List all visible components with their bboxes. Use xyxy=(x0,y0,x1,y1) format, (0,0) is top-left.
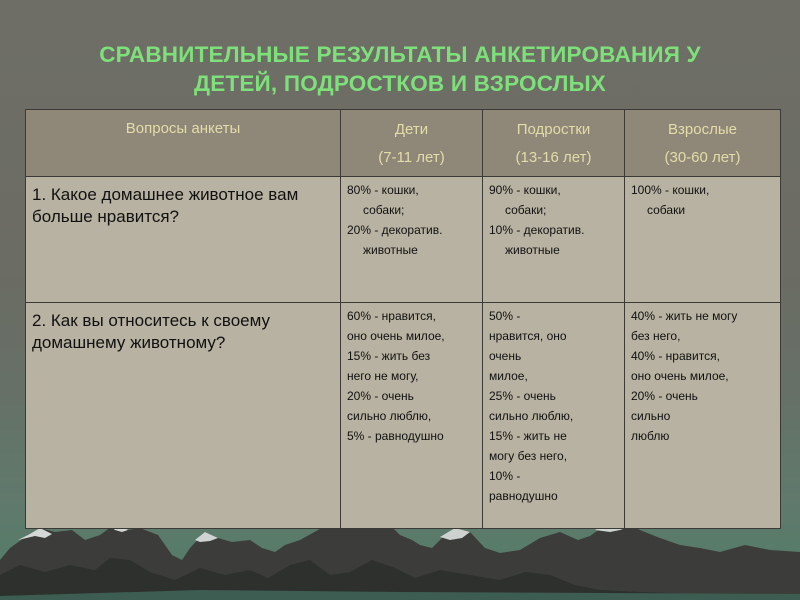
table-row xyxy=(26,303,781,529)
header-adults-ages: (30-60 лет) xyxy=(664,149,741,166)
answer-cell-teens xyxy=(483,177,625,303)
answer-line: оно очень милое, xyxy=(347,329,445,343)
answer-cell-children xyxy=(341,303,483,529)
answer-line: 100% - кошки, xyxy=(631,183,710,197)
answer-line: 25% - очень xyxy=(489,389,556,403)
answer-line: 20% - очень xyxy=(347,389,414,403)
answer-line: 5% - равнодушно xyxy=(347,429,444,443)
answer-line: 60% - нравится, xyxy=(347,309,436,323)
table-row xyxy=(26,177,781,303)
header-teens xyxy=(483,110,625,177)
answer-line: 10% - декоратив. xyxy=(489,223,585,237)
answer-line: оно очень милое, xyxy=(631,369,729,383)
answer-line: сильно люблю, xyxy=(347,409,432,423)
answer-cell-teens xyxy=(483,303,625,529)
header-adults-label: Взрослые xyxy=(668,121,737,138)
answer-line: сильно xyxy=(631,409,671,423)
answer-line: могу без него, xyxy=(489,449,568,463)
answer-line: 20% - очень xyxy=(631,389,698,403)
question-cell: 1. Какое домашнее животное вам больше нравится? xyxy=(26,177,341,303)
header-teens-ages: (13-16 лет) xyxy=(515,149,592,166)
answer-line: 40% - нравится, xyxy=(631,349,720,363)
header-children-ages: (7-11 лет) xyxy=(378,149,445,166)
answer-line: 40% - жить не могу xyxy=(631,309,738,323)
answer-line: 50% - xyxy=(489,309,521,323)
answer-line: него не могу, xyxy=(347,369,419,383)
question-cell: 2. Как вы относитесь к своему домашнему животному? xyxy=(26,303,341,529)
answer-line: милое, xyxy=(489,369,528,383)
answer-line: нравится, оно xyxy=(489,329,567,343)
answer-line: 15% - жить без xyxy=(347,349,431,363)
slide-title xyxy=(0,40,800,98)
answer-line: 15% - жить не xyxy=(489,429,567,443)
answer-line: 90% - кошки, xyxy=(489,183,561,197)
header-teens-label: Подростки xyxy=(516,121,591,138)
header-children xyxy=(341,110,483,177)
answer-line: 10% - xyxy=(489,469,521,483)
answer-line: собаки; xyxy=(363,203,405,217)
answer-line: 80% - кошки, xyxy=(347,183,419,197)
survey-results-table xyxy=(25,109,781,529)
slide-title-line-1: СРАВНИТЕЛЬНЫЕ РЕЗУЛЬТАТЫ АНКЕТИРОВАНИЯ У xyxy=(99,42,701,67)
answer-line: собаки; xyxy=(505,203,547,217)
answer-line: животные xyxy=(505,243,560,257)
answer-line: очень xyxy=(489,349,522,363)
answer-line: 20% - декоратив. xyxy=(347,223,443,237)
answer-line: сильно люблю, xyxy=(489,409,574,423)
slide-title-line-2: ДЕТЕЙ, ПОДРОСТКОВ И ВЗРОСЛЫХ xyxy=(193,71,607,96)
answer-line: без него, xyxy=(631,329,681,343)
header-adults xyxy=(625,110,781,177)
answer-line: равнодушно xyxy=(489,489,558,503)
header-children-label: Дети xyxy=(394,121,429,138)
answer-cell-children xyxy=(341,177,483,303)
answer-line: собаки xyxy=(647,203,686,217)
table-header-row xyxy=(26,110,781,177)
header-questions: Вопросы анкеты xyxy=(26,110,341,177)
answer-line: люблю xyxy=(631,429,670,443)
answer-line: животные xyxy=(363,243,418,257)
answer-cell-adults xyxy=(625,177,781,303)
answer-cell-adults xyxy=(625,303,781,529)
